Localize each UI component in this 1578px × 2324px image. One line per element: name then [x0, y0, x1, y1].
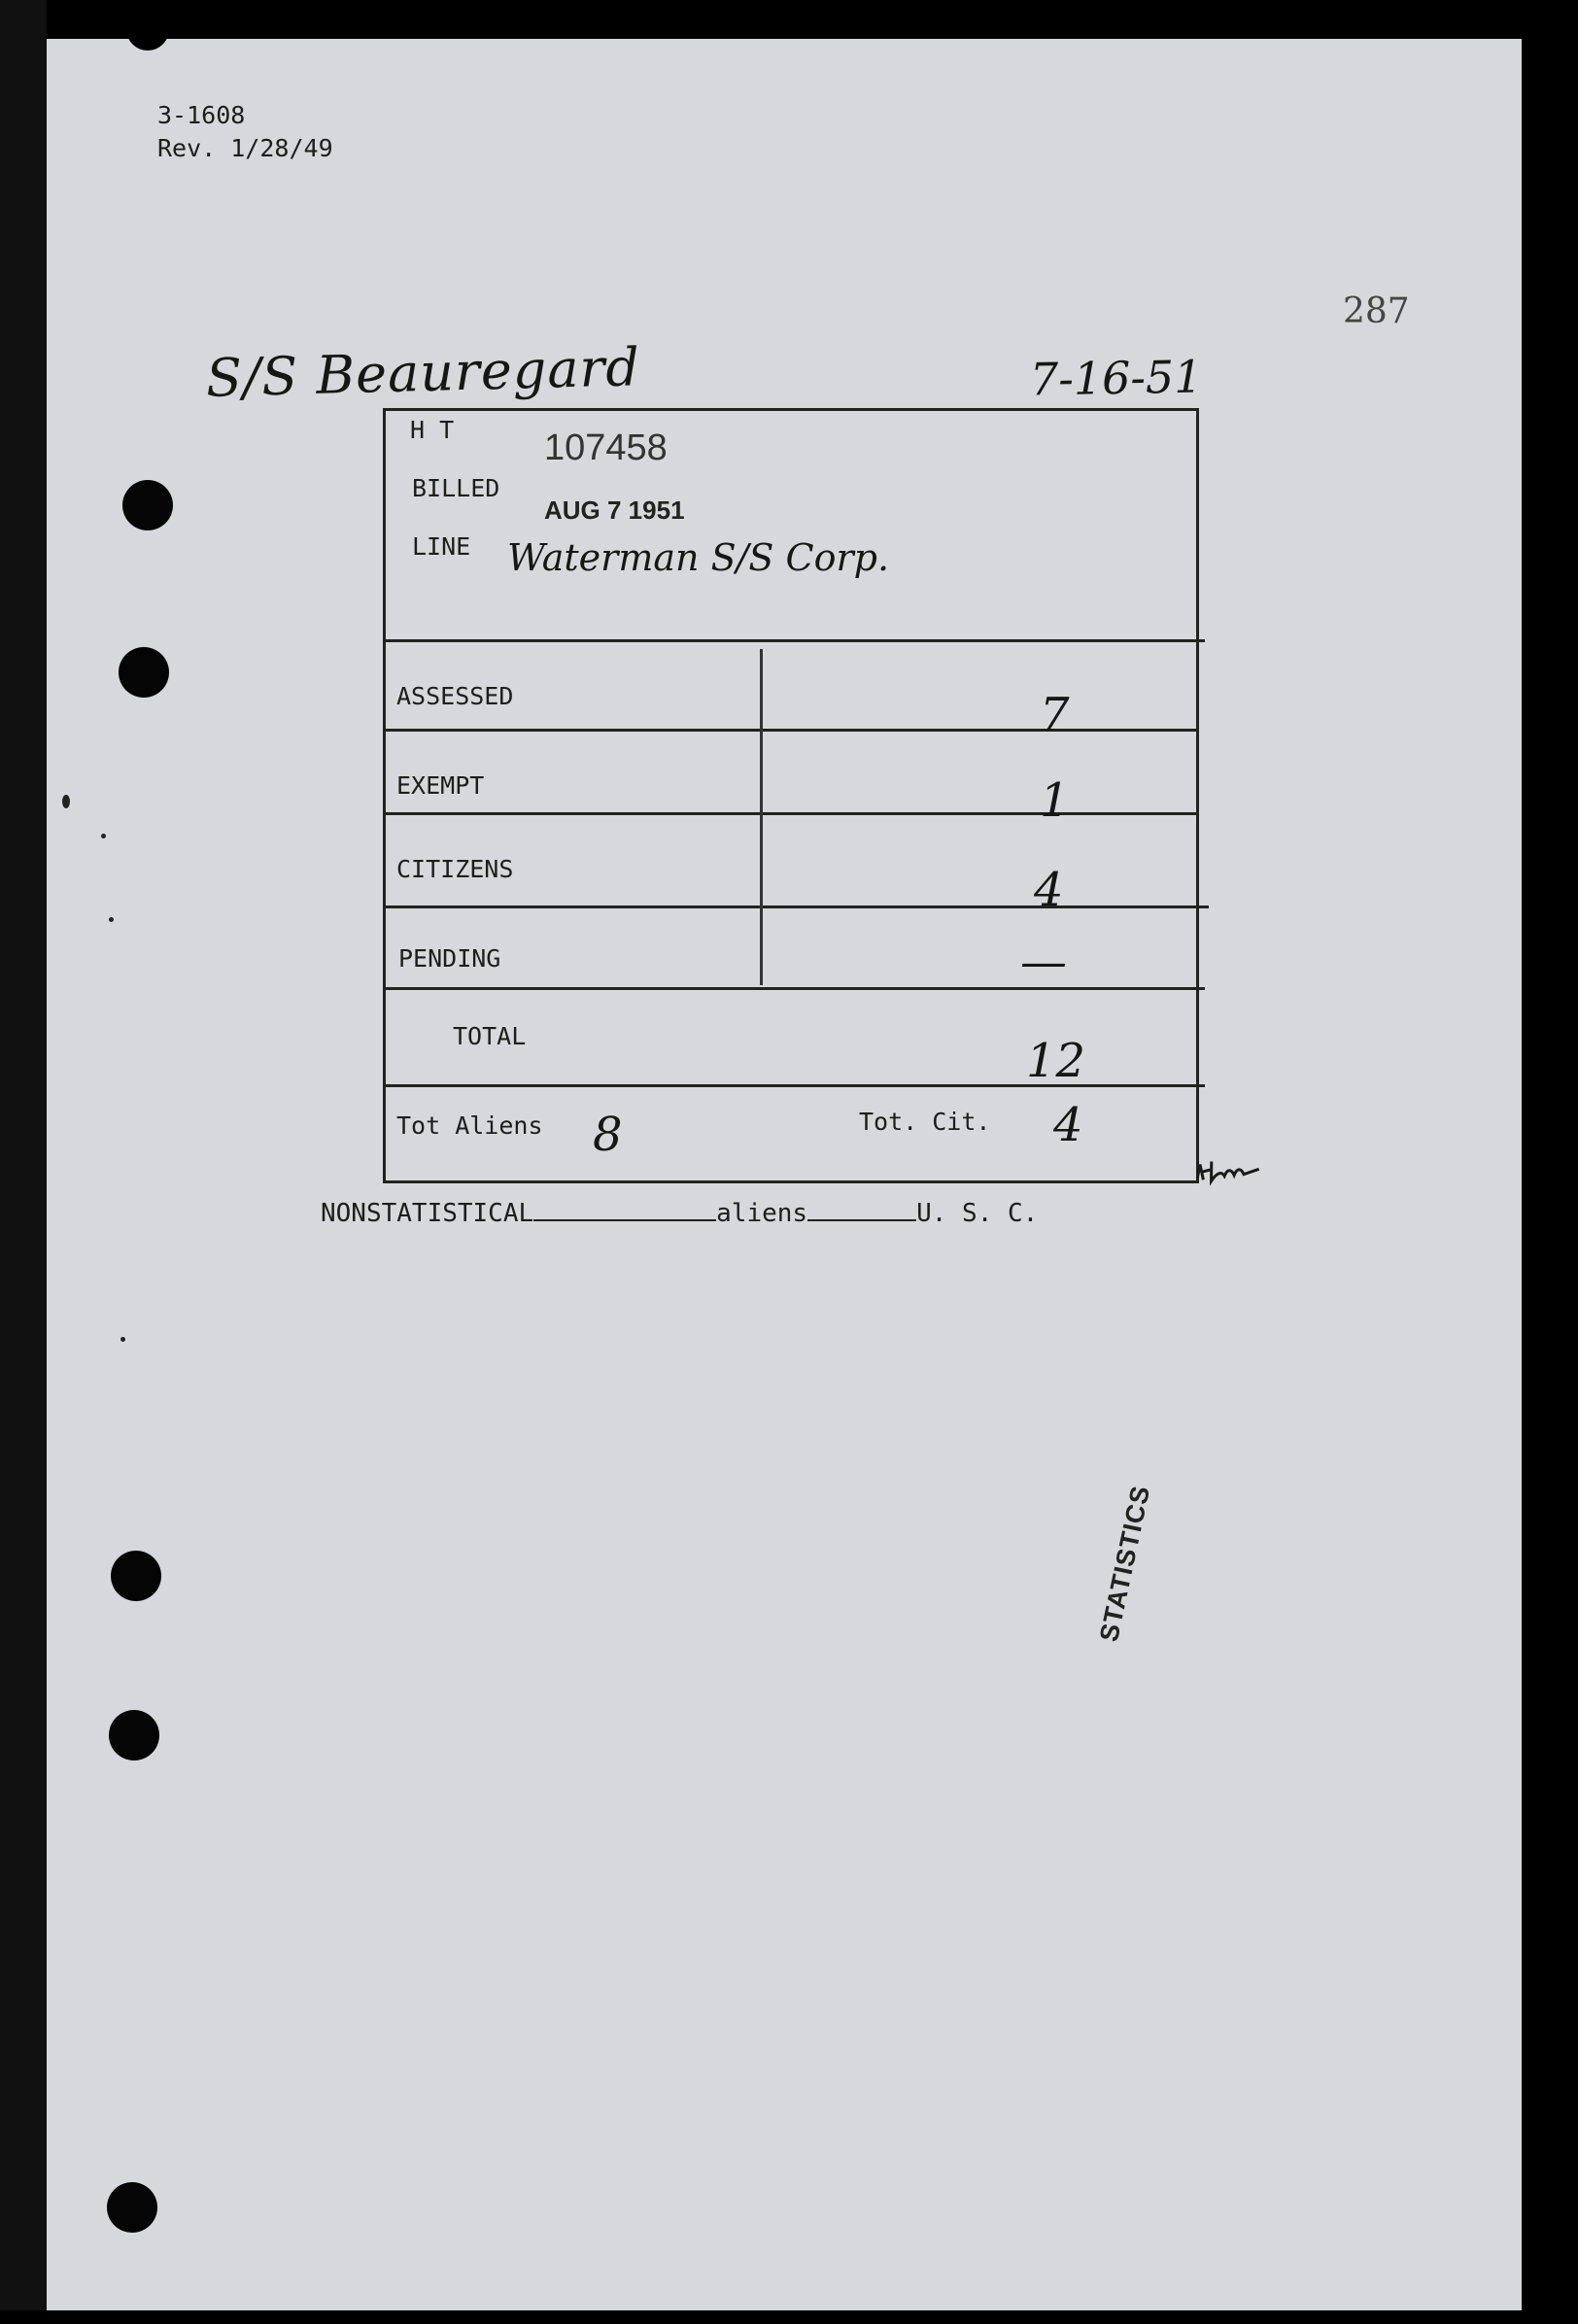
divider	[383, 729, 1199, 732]
margin-speck	[101, 834, 106, 838]
citizens-value: 4	[1034, 863, 1064, 917]
usc-label: U. S. C.	[916, 1199, 1039, 1228]
tot-aliens-value: 8	[593, 1108, 623, 1162]
nonstatistical-label: NONSTATISTICAL	[321, 1199, 534, 1228]
line-label: LINE	[412, 532, 471, 561]
total-value: 12	[1026, 1034, 1086, 1088]
divider	[383, 906, 1209, 908]
page-number: 287	[1343, 291, 1410, 331]
punch-hole	[122, 480, 173, 530]
divider	[383, 812, 1199, 815]
citizens-label: CITIZENS	[396, 855, 514, 883]
punch-hole	[109, 1710, 159, 1760]
statistics-stamp: STATISTICS	[1094, 1483, 1156, 1645]
margin-speck	[109, 917, 114, 922]
tot-cit-value: 4	[1053, 1098, 1083, 1152]
exempt-value: 1	[1040, 773, 1070, 828]
billed-date: AUG 7 1951	[544, 496, 685, 525]
margin-speck	[62, 795, 70, 808]
pending-label: PENDING	[398, 944, 501, 973]
scan-left-edge	[0, 0, 47, 2324]
punch-hole	[111, 1551, 161, 1601]
tot-aliens-label: Tot Aliens	[396, 1111, 543, 1140]
pending-value: —	[1020, 935, 1067, 989]
form-code	[157, 99, 333, 165]
assessed-label: ASSESSED	[396, 682, 514, 710]
assessed-value: 7	[1040, 688, 1070, 742]
exempt-label: EXEMPT	[396, 771, 485, 800]
reviewer-initials	[1194, 1153, 1265, 1195]
line-value: Waterman S/S Corp.	[507, 536, 890, 579]
usc-blank	[807, 1219, 916, 1221]
nonstatistical-line	[321, 1199, 1038, 1228]
ht-label: H T	[410, 416, 455, 444]
aliens-blank	[533, 1219, 716, 1221]
divider	[383, 639, 1205, 642]
scan-bottom-edge	[0, 2310, 1578, 2324]
column-divider	[760, 649, 763, 985]
form-number: 3-1608	[157, 101, 246, 129]
divider	[383, 987, 1205, 990]
punch-hole	[119, 647, 169, 698]
tot-cit-label: Tot. Cit.	[859, 1108, 991, 1136]
ship-name: S/S Beauregard	[205, 336, 641, 409]
total-label: TOTAL	[453, 1022, 527, 1050]
ht-number: 107458	[544, 427, 668, 468]
punch-hole	[107, 2182, 157, 2233]
billed-label: BILLED	[412, 474, 500, 502]
aliens-label: aliens	[716, 1199, 808, 1228]
arrival-date: 7-16-51	[1029, 350, 1203, 406]
form-revision: Rev. 1/28/49	[157, 134, 333, 162]
initials-scribble-icon	[1194, 1153, 1264, 1188]
margin-speck	[120, 1337, 125, 1342]
